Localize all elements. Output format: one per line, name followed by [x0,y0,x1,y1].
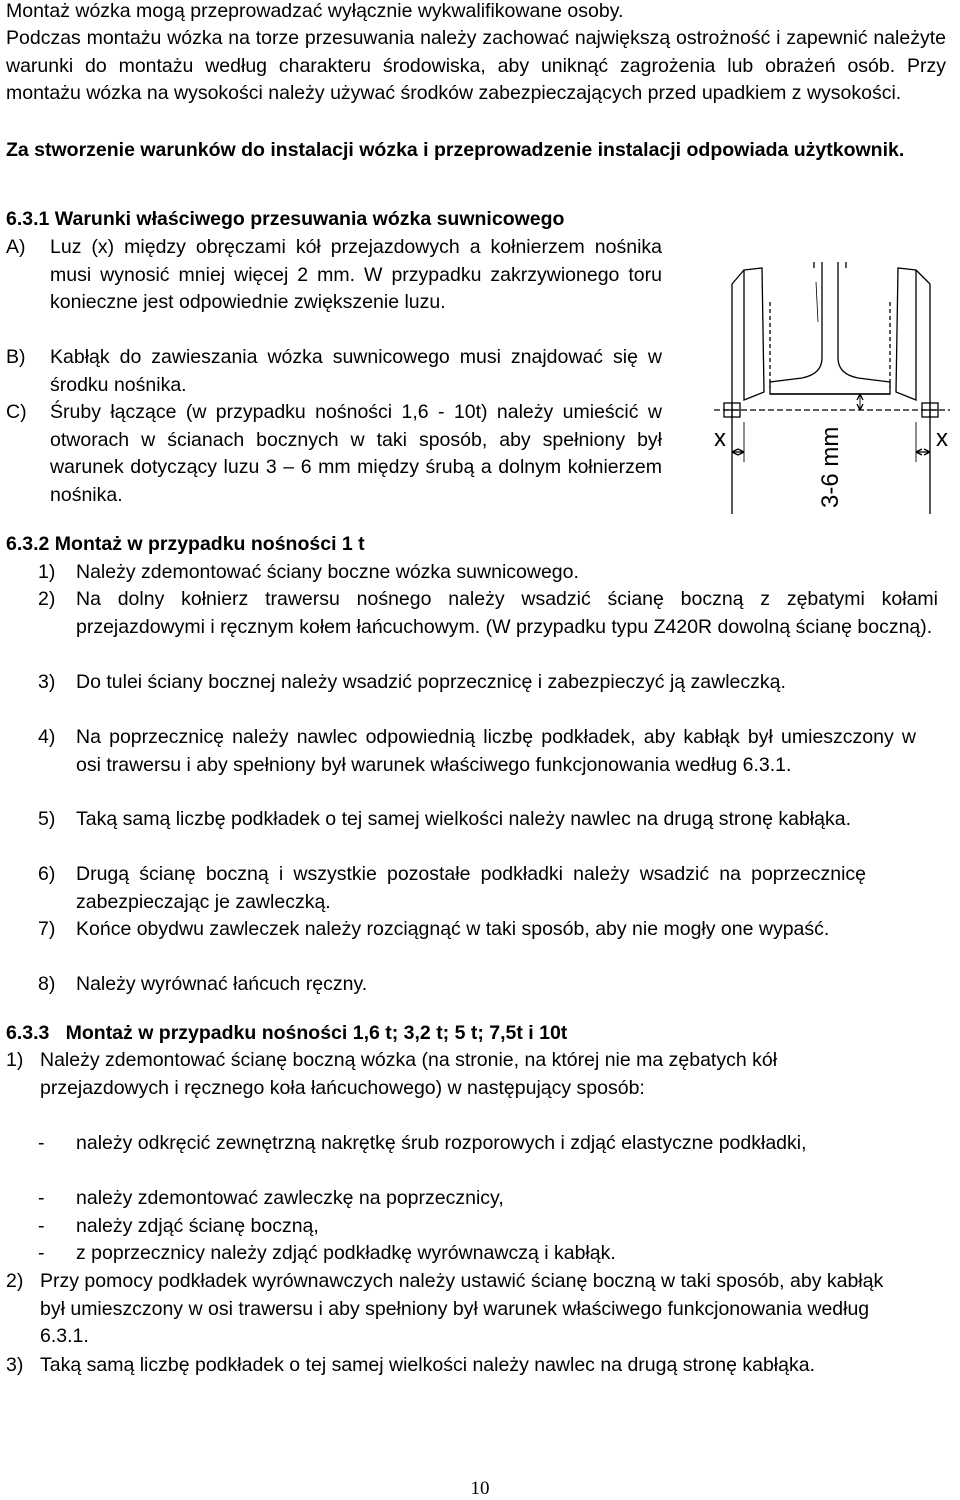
list-item [38,586,938,641]
list-item [38,971,938,999]
item-text: Należy zdemontować ściany boczne wózka suwnicowego. [76,561,579,583]
list-item [38,806,938,834]
item-text: Na poprzecznicę należy nawlec odpowiednią liczbę podkładek, aby kabłąk był umieszczony w osi trawersu i aby spełniony był warunek właściwego funkcjonowania według 6.3.1. [76,726,916,776]
item-label: B) [6,346,26,368]
right-wheel [896,268,916,400]
item-text: Kabłąk do zawieszania wózka suwnicowego musi znajdować się w środku nośnika. [50,346,662,396]
item-label: 2) [38,588,56,610]
item-text: należy zdjąć ścianę boczną, [76,1215,319,1237]
item-label: 7) [38,918,56,940]
item-label: 1) [6,1049,24,1071]
list-item [38,916,938,944]
list-item [38,1213,898,1241]
page-number: 10 [470,1478,490,1499]
list-item [6,1047,866,1102]
list-item [38,724,938,779]
item-text: z poprzecznicy należy zdjąć podkładkę wyrównawczą i kabłąk. [76,1242,616,1264]
section-6-3-1-heading: 6.3.1 Warunki właściwego przesuwania wózka suwnicowego [6,208,565,230]
list-item [6,344,662,399]
diagram-label-x-right: x [936,425,948,452]
item-label: C) [6,401,27,423]
item-label: 3) [6,1354,24,1376]
intro-paragraph-1: Montaż wózka mogą przeprowadzać wyłącznie wykwalifikowane osoby. [6,0,624,22]
item-text: Na dolny kołnierz trawersu nośnego należy wsadzić ścianę boczną z zębatymi kołami przejazdowymi i ręcznym kołem łańcuchowym. (W przypadku typu Z420R dowolną ścianę boczną). [76,588,938,638]
item-label: - [38,1215,45,1237]
list-item [38,669,938,697]
list-item [38,559,938,587]
list-item [6,1352,946,1380]
intro-paragraph-3: Za stworzenie warunków do instalacji wózka i przeprowadzenie instalacji odpowiada użytkownik. [6,139,905,161]
item-label: A) [6,236,26,258]
item-label: 5) [38,808,56,830]
item-text: Taką samą liczbę podkładek o tej samej wielkości należy nawlec na drugą stronę kabłąka. [40,1354,815,1376]
item-label: 6) [38,863,56,885]
list-item [38,1130,898,1158]
item-text: Luz (x) między obręczami kół przejazdowych a kołnierzem nośnika musi wynosić mniej więcej 2 mm. W przypadku zakrzywionego toru konieczne jest odpowiednie zwiększenie luzu. [50,236,662,313]
item-text: Należy wyrównać łańcuch ręczny. [76,973,368,995]
item-text: Końce obydwu zawleczek należy rozciągnąć w taki sposób, aby nie mogły one wypaść. [76,918,830,940]
list-item [38,1240,898,1268]
diagram-label-gap: 3-6 mm [817,426,844,508]
item-label: 3) [38,671,56,693]
intro-paragraph-2: Podczas montażu wózka na torze przesuwania należy zachować największą ostrożność i zapewnić należyte warunki do montażu według charakteru środowiska, aby uniknąć zagrożenia lub obrażeń osób. Przy montażu wózka na wysokości należy używać środków zabezpieczających przed upadkiem z wysokości. [6,27,946,104]
item-text: Do tulei ściany bocznej należy wsadzić poprzecznicę i zabezpieczyć ją zawleczką. [76,671,786,693]
item-label: 8) [38,973,56,995]
item-text: Śruby łączące (w przypadku nośności 1,6 - 10t) należy umieścić w otworach w ścianach bocznych w taki sposób, aby spełniony był warunek dotyczący luzu 3 – 6 mm między śrubą a dolnym kołnierzem nośnika. [50,401,662,506]
item-label: 4) [38,726,56,748]
item-label: 1) [38,561,56,583]
item-label: - [38,1132,45,1154]
list-item [6,234,662,317]
item-text: należy zdemontować zawleczkę na poprzecznicy, [76,1187,504,1209]
item-text: Taką samą liczbę podkładek o tej samej wielkości należy nawlec na drugą stronę kabłąka. [76,808,851,830]
item-label: 2) [6,1270,24,1292]
section-6-3-2-heading: 6.3.2 Montaż w przypadku nośności 1 t [6,533,365,555]
item-text: należy odkręcić zewnętrzną nakrętkę śrub rozporowych i zdjąć elastyczne podkładki, [76,1132,807,1154]
section-6-3-3-heading: 6.3.3 Montaż w przypadku nośności 1,6 t; 3,2 t; 5 t; 7,5t i 10t [6,1022,568,1044]
trolley-clearance-diagram [710,262,956,518]
beam-web [770,262,890,394]
list-item [6,1268,886,1351]
diagram-label-x-left: x [714,425,726,452]
item-text: Przy pomocy podkładek wyrównawczych należy ustawić ścianę boczną w taki sposób, aby kabłąk był umieszczony w osi trawersu i aby spełniony był warunek właściwego funkcjonowania według 6.3.1. [40,1270,884,1347]
item-label: - [38,1187,45,1209]
list-item [38,1185,898,1213]
list-item [38,861,938,916]
item-text: Drugą ścianę boczną i wszystkie pozostałe podkładki należy wsadzić na poprzecznicę zabezpieczając je zawleczką. [76,863,866,913]
list-item [6,399,662,509]
item-text: Należy zdemontować ścianę boczną wózka (na stronie, na której nie ma zębatych kół przejazdowych i ręcznego koła łańcuchowego) w następujący sposób: [40,1049,778,1099]
item-label: - [38,1242,45,1264]
left-wheel [744,268,764,400]
